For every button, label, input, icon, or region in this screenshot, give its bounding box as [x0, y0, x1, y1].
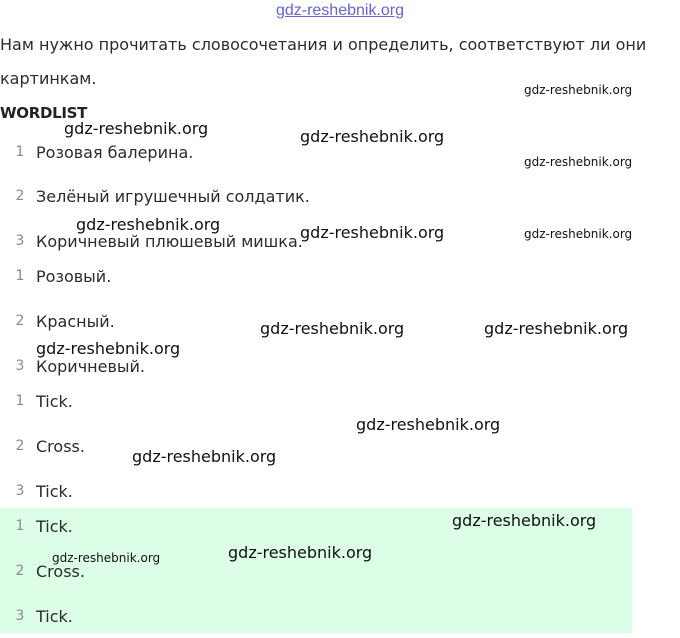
item-number: 1	[15, 393, 25, 409]
item-number: 2	[15, 563, 25, 579]
item-text: Cross.	[36, 436, 85, 456]
item-text: Зелёный игрушечный солдатик.	[36, 186, 310, 206]
item-text: Tick.	[36, 481, 73, 501]
watermark: gdz-reshebnik.org	[524, 83, 633, 97]
item-text: Cross.	[36, 561, 85, 581]
item-text: Tick.	[36, 516, 73, 536]
item-number: 1	[15, 268, 25, 284]
watermark: gdz-reshebnik.org	[452, 511, 597, 530]
watermark: gdz-reshebnik.org	[260, 319, 405, 338]
item-number: 1	[15, 518, 25, 534]
watermark: gdz-reshebnik.org	[300, 127, 445, 146]
watermark: gdz-reshebnik.org	[356, 415, 501, 434]
item-text: Tick.	[36, 391, 73, 411]
intro-text: Нам нужно прочитать словосочетания и определить, соответствуют ли они картинкам.	[0, 35, 647, 88]
item-text: Коричневый.	[36, 356, 146, 376]
item-text: Розовый.	[36, 266, 112, 286]
watermark: gdz-reshebnik.org	[76, 215, 221, 234]
item-text: Tick.	[36, 606, 73, 626]
watermark: gdz-reshebnik.org	[52, 551, 161, 565]
item-text: Коричневый плюшевый мишка.	[36, 231, 303, 251]
wordlist-title: WORDLIST	[0, 104, 88, 122]
item-text: Красный.	[36, 311, 115, 331]
watermark: gdz-reshebnik.org	[524, 227, 633, 241]
watermark: gdz-reshebnik.org	[228, 543, 373, 562]
item-number: 1	[15, 144, 25, 160]
item-number: 3	[15, 233, 25, 249]
watermark: gdz-reshebnik.org	[524, 155, 633, 169]
item-number: 2	[15, 438, 25, 454]
watermark: gdz-reshebnik.org	[132, 447, 277, 466]
watermark: gdz-reshebnik.org	[300, 223, 445, 242]
item-number: 3	[15, 608, 25, 624]
item-number: 3	[15, 483, 25, 499]
watermark: gdz-reshebnik.org	[484, 319, 629, 338]
item-number: 2	[15, 313, 25, 329]
watermark: gdz-reshebnik.org	[36, 339, 181, 358]
item-number: 3	[15, 358, 25, 374]
watermark: gdz-reshebnik.org	[64, 119, 209, 138]
item-text: Розовая балерина.	[36, 142, 194, 162]
item-number: 2	[15, 188, 25, 204]
site-link[interactable]: gdz-reshebnik.org	[275, 2, 405, 19]
